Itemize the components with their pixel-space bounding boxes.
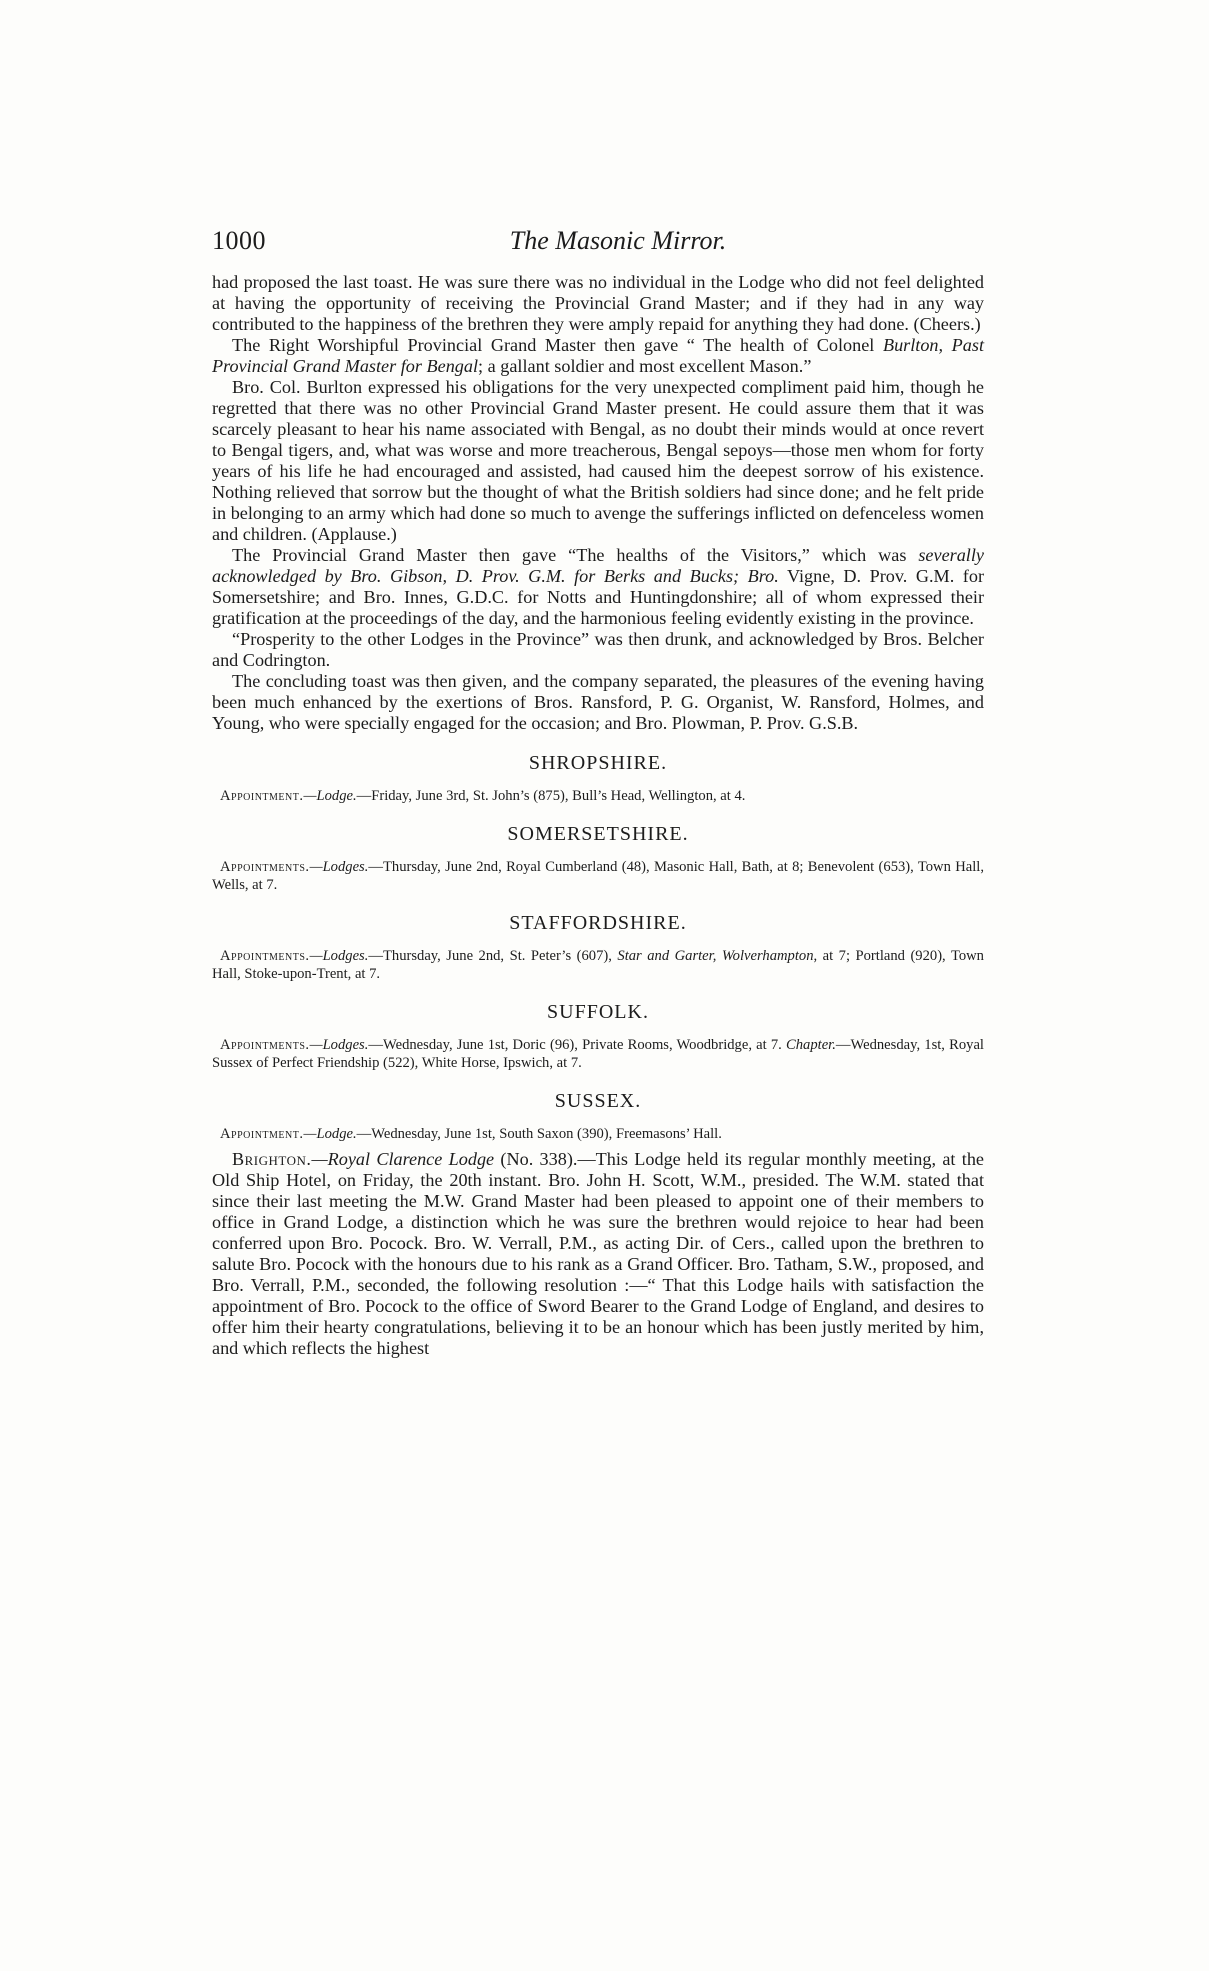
heading-somersetshire: SOMERSETSHIRE. (507, 823, 689, 845)
heading-sussex: SUSSEX. (554, 1090, 642, 1112)
page (212, 226, 984, 1359)
running-head (212, 226, 984, 260)
heading-staffordshire: STAFFORDSHIRE. (509, 912, 687, 934)
heading-suffolk: SUFFOLK. (547, 1001, 649, 1023)
paragraph-1: had proposed the last toast. He was sure there was no individual in the Lodge who did not feel delighted at having the opportunity of receiving the Provincial Grand Master; and if they had in any way contributed to the happiness of the brethren they were amply repaid for anything they had done. (Cheers.) (212, 272, 984, 334)
paragraph-brighton: Brighton.—Royal Clarence Lodge (No. 338).—This Lodge held its regular monthly meeting, at the Old Ship Hotel, on Friday, the 20th instant. Bro. John H. Scott, W.M., presided. The W.M. stated that since their last meeting the M.W. Grand Master had been pleased to appoint one of their members to office in Grand Lodge, a distinction which he was sure the brethren would rejoice to hear had been conferred upon Bro. Pocock. Bro. W. Verrall, P.M., as acting Dir. of Cers., called upon the brethren to salute Bro. Pocock with the honours due to his rank as a Grand Officer. Bro. Tatham, S.W., proposed, and Bro. Verrall, P.M., seconded, the following resolution :—“ That this Lodge hails with satisfaction the appointment of Bro. Pocock to the office of Sword Bearer to the Grand Lodge of England, and desires to offer him their hearty congratulations, believing it to be an honour which has been justly merited by him, and which reflects the highest (212, 1149, 984, 1358)
paragraph-6: The concluding toast was then given, and the company separated, the pleasures of the evening having been much enhanced by the exertions of Bros. Ransford, P. G. Organist, W. Ransford, Holmes, and Young, who were specially engaged for the occasion; and Bro. Plowman, P. Prov. G.S.B. (212, 671, 984, 733)
notice-somersetshire: Appointments.—Lodges.—Thursday, June 2nd, Royal Cumberland (48), Masonic Hall, Bath, at 8; Benevolent (653), Town Hall, Wells, at 7. (212, 859, 984, 893)
journal-title: The Masonic Mirror. (509, 226, 727, 255)
paragraph-2: The Right Worshipful Provincial Grand Master then gave “ The health of Colonel Burlton, Past Provincial Grand Master for Bengal; a gallant soldier and most excellent Mason.” (212, 335, 984, 376)
page-number: 1000 (212, 226, 266, 255)
notice-staffordshire: Appointments.—Lodges.—Thursday, June 2nd, St. Peter’s (607), Star and Garter, Wolverhampton, at 7; Portland (920), Town Hall, Stoke-upon-Trent, at 7. (212, 948, 984, 982)
paragraph-4: The Provincial Grand Master then gave “The healths of the Visitors,” which was severally acknowledged by Bro. Gibson, D. Prov. G.M. for Berks and Bucks; Bro. Vigne, D. Prov. G.M. for Somersetshire; and Bro. Innes, G.D.C. for Notts and Huntingdonshire; all of whom expressed their gratification at the proceedings of the day, and the harmonious feeling evidently existing in the province. (212, 545, 984, 628)
notice-shropshire: Appointment.—Lodge.—Friday, June 3rd, St. John’s (875), Bull’s Head, Wellington, at 4. (220, 788, 746, 804)
notice-suffolk: Appointments.—Lodges.—Wednesday, June 1st, Doric (96), Private Rooms, Woodbridge, at 7. Chapter.—Wednesday, 1st, Royal Sussex of Perfect Friendship (522), White Horse, Ipswich, at 7. (212, 1037, 984, 1071)
heading-shropshire: SHROPSHIRE. (528, 752, 668, 774)
notice-sussex: Appointment.—Lodge.—Wednesday, June 1st, South Saxon (390), Freemasons’ Hall. (220, 1126, 722, 1142)
paragraph-5: “Prosperity to the other Lodges in the Province” was then drunk, and acknowledged by Bros. Belcher and Codrington. (212, 629, 984, 670)
paragraph-3: Bro. Col. Burlton expressed his obligations for the very unexpected compliment paid him, though he regretted that there was no other Provincial Grand Master present. He could assure them that it was scarcely pleasant to hear his name associated with Bengal, as no doubt their minds would at once revert to Bengal tigers, and, what was worse and more treacherous, Bengal sepoys—those men whom for forty years of his life he had encouraged and assisted, had caused him the deepest sorrow of his existence. Nothing relieved that sorrow but the thought of what the British soldiers had since done; and he felt pride in belonging to an army which had done so much to avenge the sufferings inflicted on defenceless women and children. (Applause.) (212, 377, 984, 544)
